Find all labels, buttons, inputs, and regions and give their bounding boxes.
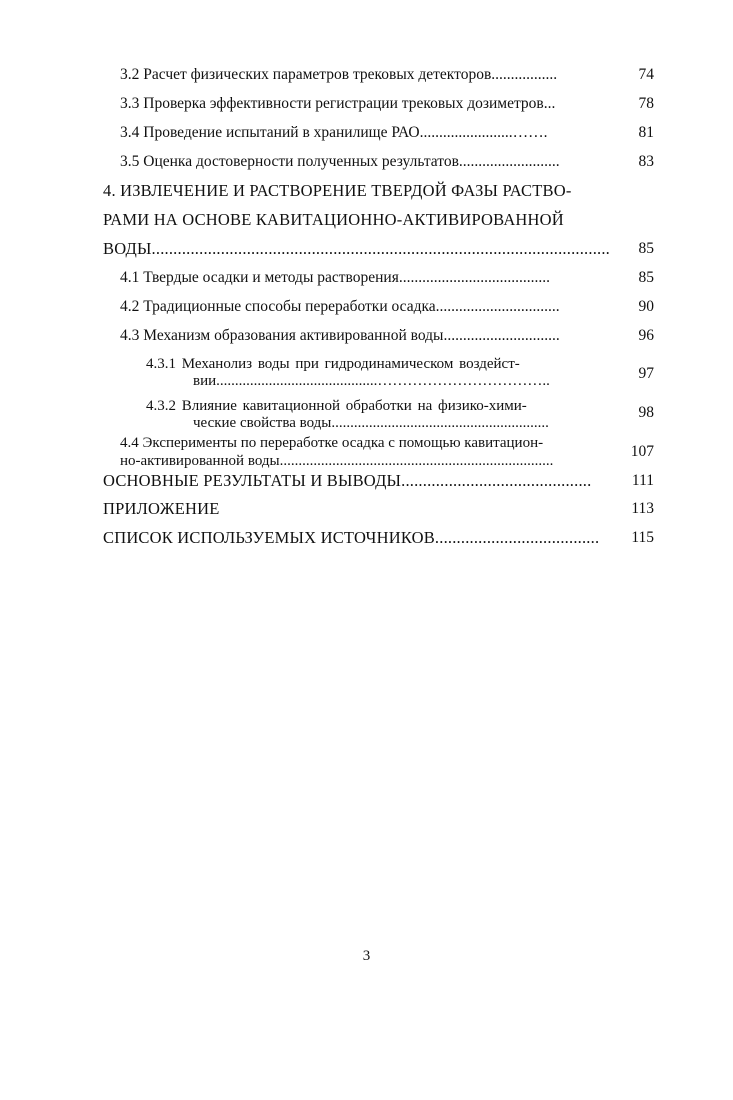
- toc-entry-4-3-1-line2: вии...........................................……………………………..: [193, 373, 550, 389]
- toc-page-sources: 115: [631, 529, 654, 546]
- toc-page-chapter-4: 85: [638, 240, 654, 257]
- toc-page-4-4: 107: [630, 443, 654, 460]
- toc-page-3-3: 78: [638, 95, 654, 112]
- toc-page-4-3: 96: [638, 327, 654, 344]
- toc-entry-sources: СПИСОК ИСПОЛЬЗУЕМЫХ ИСТОЧНИКОВ......................................: [103, 528, 600, 547]
- toc-page-appendix: 113: [631, 500, 654, 517]
- toc-page-results: 111: [631, 472, 654, 489]
- toc-page-4-3-1: 97: [638, 365, 654, 382]
- toc-page-3-4: 81: [638, 124, 654, 141]
- toc-entry-3-2: 3.2 Расчет физических параметров трековых детекторов.................: [120, 66, 558, 83]
- toc-entry-4-4-line2: но-активированной воды.........................................................................: [120, 453, 554, 469]
- toc-page-4-1: 85: [638, 269, 654, 286]
- toc-entry-appendix: ПРИЛОЖЕНИЕ: [103, 499, 220, 518]
- toc-entry-4-4-line1: 4.4 Эксперименты по переработке осадка с помощью кавитацион-: [120, 435, 544, 451]
- toc-entry-4-3-2-line2: ческие свойства воды..........................................................: [193, 415, 549, 431]
- toc-entry-3-3: 3.3 Проверка эффективности регистрации трековых дозиметров...: [120, 95, 556, 112]
- toc-entry-results: ОСНОВНЫЕ РЕЗУЛЬТАТЫ И ВЫВОДЫ............................................: [103, 471, 592, 490]
- toc-chapter-4-line3: ВОДЫ..........................................................................................................: [103, 240, 610, 258]
- toc-chapter-4-line2: РАМИ НА ОСНОВЕ КАВИТАЦИОННО-АКТИВИРОВАННОЙ: [103, 210, 564, 229]
- toc-page-4-3-2: 98: [638, 404, 654, 421]
- toc-entry-4-3: 4.3 Механизм образования активированной воды..............................: [120, 327, 560, 344]
- toc-entry-4-1: 4.1 Твердые осадки и методы растворения.......................................: [120, 269, 550, 286]
- page-number: 3: [362, 948, 371, 964]
- toc-entry-3-5: 3.5 Оценка достоверности полученных результатов..........................: [120, 153, 560, 170]
- toc-entry-3-4: 3.4 Проведение испытаний в хранилище РАО........................…….: [120, 124, 548, 141]
- toc-entry-4-3-2-line1: 4.3.2 Влияние кавитационной обработки на физико-хими-: [146, 398, 527, 414]
- toc-page-3-2: 74: [638, 66, 654, 83]
- toc-page-3-5: 83: [638, 153, 654, 170]
- toc-chapter-4-line1: 4. ИЗВЛЕЧЕНИЕ И РАСТВОРЕНИЕ ТВЕРДОЙ ФАЗЫ РАСТВО-: [103, 181, 572, 200]
- toc-page-4-2: 90: [638, 298, 654, 315]
- toc-entry-4-3-1-line1: 4.3.1 Механолиз воды при гидродинамическом воздейст-: [146, 356, 520, 372]
- toc-entry-4-2: 4.2 Традиционные способы переработки осадка................................: [120, 298, 560, 315]
